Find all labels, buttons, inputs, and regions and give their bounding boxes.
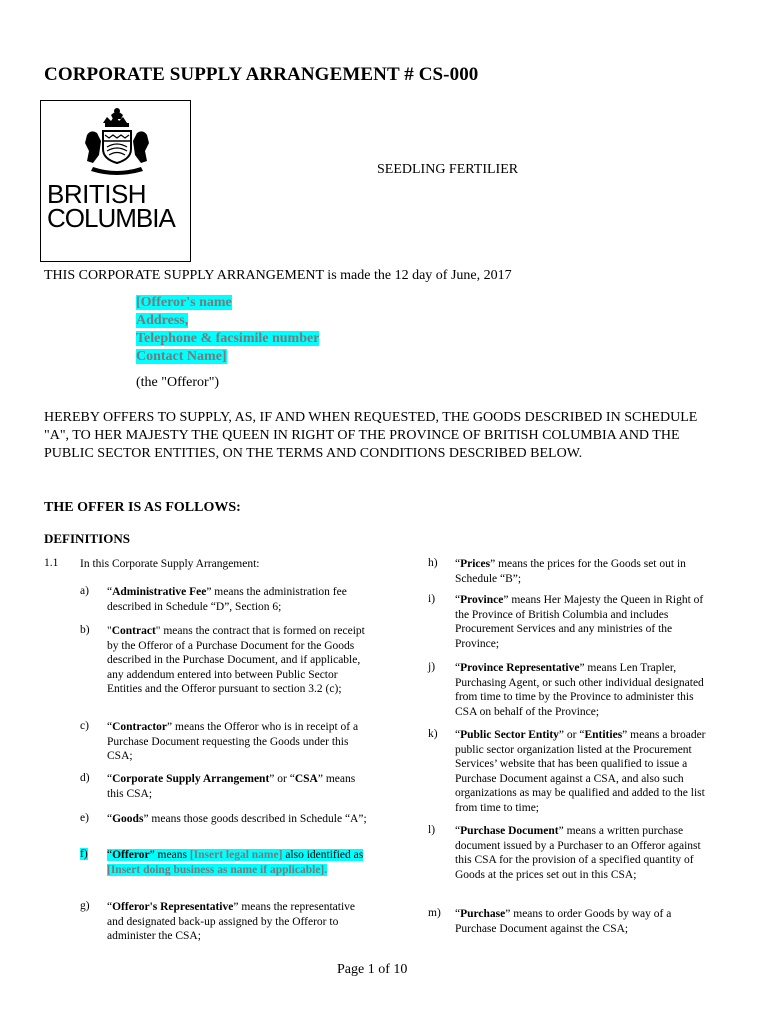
definition-public-sector-entity: “Public Sector Entity” or “Entities” means a broader public sector organization listed at the Procurement Services’ website that has been qualified to issue a Purchase Document against a CSA, and also such organizations as may be qualified and added to the list from time to time;	[455, 729, 706, 814]
item-m-label: m)	[428, 907, 441, 919]
logo-text-british: BRITISH	[47, 179, 147, 209]
item-i-label: i)	[428, 593, 436, 605]
definition-prices: “Prices” means the prices for the Goods set out in Schedule “B”;	[455, 558, 686, 585]
offeror-placeholder	[136, 294, 319, 366]
logo-box	[40, 100, 191, 262]
definition-offerors-representative: “Offeror's Representative” means the representative and designated back-up assigned by the Offeror to administer the CSA;	[107, 901, 356, 943]
item-l-label: l)	[428, 824, 436, 836]
offeror-phone-placeholder: Telephone & facsimile number	[136, 331, 320, 346]
document-title: CORPORATE SUPPLY ARRANGEMENT # CS-000	[44, 64, 479, 85]
section-intro: In this Corporate Supply Arrangement:	[80, 558, 260, 570]
definition-contractor: “Contractor” means the Offeror who is in receipt of a Purchase Document requesting the Goods under this CSA;	[107, 721, 359, 763]
dba-name-placeholder: [Insert doing business as name if applicable].	[107, 863, 328, 876]
made-line: THIS CORPORATE SUPPLY ARRANGEMENT is made the 12 day of June, 2017	[44, 268, 512, 283]
definitions-heading: DEFINITIONS	[44, 531, 130, 546]
item-b-label: b)	[80, 624, 90, 636]
bc-coat-of-arms-icon	[41, 101, 192, 181]
definition-purchase-document: “Purchase Document” means a written purchase document issued by a Purchaser to an Offeror against this CSA for the provision of a specified quantity of Goods at the prices set out in this CSA;	[455, 825, 701, 881]
item-a-label: a)	[80, 585, 89, 597]
item-g-label: g)	[80, 900, 90, 912]
offer-heading: THE OFFER IS AS FOLLOWS:	[44, 500, 241, 515]
logo-text-columbia: COLUMBIA	[47, 203, 175, 233]
definition-contract: "Contract" means the contract that is formed on receipt by the Offeror of a Purchase Document for the Goods described in the Purchase Document, and if applicable, any addendum entered into between Public Sector Entities and the Offeror pursuant to section 3.2 (c);	[107, 625, 365, 696]
definition-offeror: “Offeror” means [Insert legal name] also identified as [Insert doing business as name if applicable].	[107, 849, 364, 876]
document-subtitle: SEEDLING FERTILIER	[377, 162, 519, 177]
item-f-label: f)	[80, 848, 88, 860]
definition-administrative-fee: “Administrative Fee” means the administration fee described in Schedule “D”, Section 6;	[107, 586, 347, 613]
definition-csa: “Corporate Supply Arrangement” or “CSA” means this CSA;	[107, 773, 356, 800]
definition-province: “Province” means Her Majesty the Queen in Right of the Province of British Columbia and includes Procurement Services and any ministries of the Province;	[455, 594, 704, 650]
offeror-contact-placeholder: Contact Name]	[136, 349, 227, 364]
page-number: Page 1 of 10	[337, 962, 408, 977]
item-c-label: c)	[80, 720, 89, 732]
item-e-label: e)	[80, 812, 89, 824]
item-j-label: j)	[428, 661, 436, 673]
item-d-label: d)	[80, 772, 90, 784]
legal-name-placeholder: [Insert legal name]	[189, 849, 283, 861]
item-h-label: h)	[428, 557, 438, 569]
definition-goods: “Goods” means those goods described in Schedule “A”;	[107, 813, 367, 825]
definition-province-representative: “Province Representative” means Len Trapler, Purchasing Agent, or such other individual designated from time to time by the Province to administer this CSA on behalf of the Province;	[455, 662, 704, 718]
offeror-address-placeholder: Address,	[136, 313, 189, 328]
the-offeror-label: (the "Offeror")	[136, 375, 220, 390]
item-k-label: k)	[428, 728, 438, 740]
offeror-name-placeholder: [Offeror's name	[136, 295, 232, 310]
definition-purchase: “Purchase” means to order Goods by way of a Purchase Document against the CSA;	[455, 908, 672, 935]
hereby-paragraph: HEREBY OFFERS TO SUPPLY, AS, IF AND WHEN REQUESTED, THE GOODS DESCRIBED IN SCHEDULE "A", TO HER MAJESTY THE QUEEN IN RIGHT OF THE PROVINCE OF BRITISH COLUMBIA AND THE PUBLIC SECTOR ENTITIES, ON THE TERMS AND CONDITIONS DESCRIBED BELOW.	[44, 410, 698, 461]
section-number: 1.1	[44, 557, 59, 569]
